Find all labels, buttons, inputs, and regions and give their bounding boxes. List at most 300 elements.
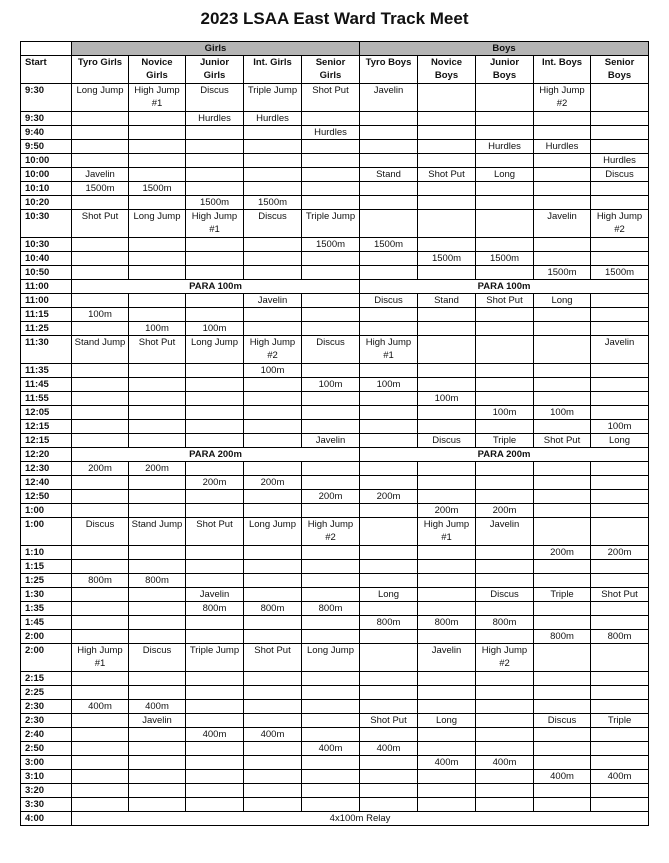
event-cell xyxy=(360,406,418,420)
column-header: Novice Girls xyxy=(129,56,186,84)
event-cell xyxy=(360,560,418,574)
event-cell: 800m xyxy=(591,630,649,644)
start-time: 11:15 xyxy=(21,308,72,322)
event-cell xyxy=(591,728,649,742)
event-cell: Discus xyxy=(244,210,302,238)
event-cell xyxy=(72,294,129,308)
event-cell xyxy=(244,588,302,602)
event-cell xyxy=(244,672,302,686)
event-cell: Long xyxy=(591,434,649,448)
event-cell xyxy=(302,756,360,770)
event-cell: Javelin xyxy=(186,588,244,602)
event-cell: Hurdles xyxy=(302,126,360,140)
event-cell xyxy=(186,238,244,252)
event-cell xyxy=(244,686,302,700)
event-cell xyxy=(591,798,649,812)
start-time: 10:00 xyxy=(21,168,72,182)
event-cell xyxy=(360,308,418,322)
event-cell: 1500m xyxy=(72,182,129,196)
start-time: 1:10 xyxy=(21,546,72,560)
event-cell xyxy=(72,406,129,420)
event-cell xyxy=(302,154,360,168)
schedule-row xyxy=(21,560,649,574)
start-time: 1:00 xyxy=(21,518,72,546)
event-cell: Hurdles xyxy=(476,140,534,154)
event-cell xyxy=(72,112,129,126)
event-cell xyxy=(72,266,129,280)
event-cell xyxy=(302,630,360,644)
start-time: 10:40 xyxy=(21,252,72,266)
event-cell xyxy=(418,154,476,168)
event-cell xyxy=(72,420,129,434)
schedule-row xyxy=(21,784,649,798)
event-cell xyxy=(591,490,649,504)
schedule-row xyxy=(21,126,649,140)
event-cell xyxy=(591,574,649,588)
event-cell xyxy=(72,756,129,770)
event-cell xyxy=(591,112,649,126)
event-cell xyxy=(418,322,476,336)
event-cell: Javelin xyxy=(129,714,186,728)
event-cell: Shot Put xyxy=(302,84,360,112)
event-cell xyxy=(129,616,186,630)
event-cell: 800m xyxy=(244,602,302,616)
start-time: 1:15 xyxy=(21,560,72,574)
event-cell: Long Jump xyxy=(302,644,360,672)
schedule-row xyxy=(21,420,649,434)
event-cell: Discus xyxy=(591,168,649,182)
event-cell xyxy=(476,266,534,280)
event-cell xyxy=(476,308,534,322)
schedule-row xyxy=(21,546,649,560)
column-header: Int. Boys xyxy=(534,56,591,84)
event-cell: High Jump #2 xyxy=(302,518,360,546)
schedule-row xyxy=(21,630,649,644)
schedule-row xyxy=(21,700,649,714)
event-cell: 1500m xyxy=(129,182,186,196)
event-cell xyxy=(476,322,534,336)
schedule-row xyxy=(21,672,649,686)
event-cell xyxy=(129,266,186,280)
event-cell: Long Jump xyxy=(186,336,244,364)
event-cell xyxy=(72,602,129,616)
event-cell xyxy=(476,742,534,756)
schedule-row xyxy=(21,392,649,406)
event-cell xyxy=(534,476,591,490)
event-cell xyxy=(186,770,244,784)
event-cell xyxy=(534,574,591,588)
event-cell: 800m xyxy=(186,602,244,616)
event-cell xyxy=(476,182,534,196)
start-time: 3:10 xyxy=(21,770,72,784)
event-cell xyxy=(360,518,418,546)
event-cell xyxy=(129,742,186,756)
schedule-row xyxy=(21,308,649,322)
schedule-row xyxy=(21,196,649,210)
start-time: 12:50 xyxy=(21,490,72,504)
event-cell xyxy=(360,476,418,490)
event-cell xyxy=(360,784,418,798)
event-cell xyxy=(476,560,534,574)
event-cell xyxy=(129,728,186,742)
event-cell: Long xyxy=(418,714,476,728)
event-cell xyxy=(534,196,591,210)
event-cell xyxy=(591,294,649,308)
event-cell xyxy=(244,238,302,252)
event-cell: Javelin xyxy=(302,434,360,448)
event-cell xyxy=(72,364,129,378)
event-cell xyxy=(244,616,302,630)
column-header: Novice Boys xyxy=(418,56,476,84)
event-cell xyxy=(186,672,244,686)
event-cell xyxy=(129,588,186,602)
event-cell: 400m xyxy=(129,700,186,714)
event-cell xyxy=(476,154,534,168)
schedule-row xyxy=(21,364,649,378)
event-cell xyxy=(476,476,534,490)
event-cell xyxy=(534,364,591,378)
event-cell xyxy=(534,322,591,336)
event-cell xyxy=(72,196,129,210)
event-cell xyxy=(129,420,186,434)
event-cell xyxy=(534,154,591,168)
event-cell xyxy=(534,518,591,546)
event-cell: Shot Put xyxy=(244,644,302,672)
event-cell xyxy=(72,588,129,602)
event-cell xyxy=(72,392,129,406)
event-cell xyxy=(591,322,649,336)
event-cell xyxy=(186,574,244,588)
start-time: 11:00 xyxy=(21,294,72,308)
event-cell xyxy=(129,784,186,798)
event-cell: Javelin xyxy=(244,294,302,308)
column-header: Tyro Boys xyxy=(360,56,418,84)
event-cell xyxy=(418,588,476,602)
event-cell xyxy=(476,602,534,616)
event-cell xyxy=(302,364,360,378)
column-header: Senior Boys xyxy=(591,56,649,84)
event-cell xyxy=(476,700,534,714)
event-cell xyxy=(72,238,129,252)
event-cell xyxy=(476,574,534,588)
event-cell xyxy=(591,742,649,756)
event-cell: Discus xyxy=(360,294,418,308)
event-cell xyxy=(476,490,534,504)
event-cell: Triple Jump xyxy=(186,644,244,672)
start-time: 11:00 xyxy=(21,280,72,294)
event-cell: Hurdles xyxy=(534,140,591,154)
event-cell xyxy=(418,770,476,784)
event-cell: 1500m xyxy=(360,238,418,252)
event-cell xyxy=(72,252,129,266)
event-cell: 200m xyxy=(302,490,360,504)
event-cell xyxy=(360,798,418,812)
event-cell xyxy=(591,462,649,476)
event-cell: 1500m xyxy=(244,196,302,210)
event-cell xyxy=(72,140,129,154)
event-cell xyxy=(129,476,186,490)
event-cell: Triple Jump xyxy=(302,210,360,238)
event-cell xyxy=(418,336,476,364)
event-cell xyxy=(476,336,534,364)
event-cell: 200m xyxy=(360,490,418,504)
event-cell xyxy=(360,252,418,266)
start-time: 1:30 xyxy=(21,588,72,602)
event-cell xyxy=(418,672,476,686)
event-cell xyxy=(360,420,418,434)
event-cell xyxy=(186,168,244,182)
column-header: Start xyxy=(21,56,72,84)
start-time: 1:00 xyxy=(21,504,72,518)
event-cell xyxy=(186,630,244,644)
event-cell: High Jump #2 xyxy=(591,210,649,238)
event-cell: Hurdles xyxy=(591,154,649,168)
event-cell: High Jump #2 xyxy=(244,336,302,364)
schedule-row xyxy=(21,434,649,448)
event-cell: 100m xyxy=(129,322,186,336)
event-cell xyxy=(186,756,244,770)
event-cell xyxy=(418,728,476,742)
event-cell xyxy=(591,672,649,686)
event-cell xyxy=(476,112,534,126)
event-cell xyxy=(72,770,129,784)
event-cell: 200m xyxy=(591,546,649,560)
event-cell xyxy=(244,756,302,770)
event-cell xyxy=(476,770,534,784)
event-cell xyxy=(302,616,360,630)
event-cell xyxy=(186,560,244,574)
event-cell xyxy=(360,728,418,742)
event-cell xyxy=(186,742,244,756)
event-cell xyxy=(418,308,476,322)
event-cell xyxy=(476,364,534,378)
event-cell xyxy=(244,742,302,756)
event-cell xyxy=(72,434,129,448)
event-cell xyxy=(418,700,476,714)
event-cell xyxy=(418,490,476,504)
event-cell xyxy=(72,476,129,490)
event-cell xyxy=(418,378,476,392)
event-cell xyxy=(186,616,244,630)
event-cell xyxy=(360,210,418,238)
event-cell xyxy=(302,266,360,280)
event-cell xyxy=(302,714,360,728)
event-cell: 100m xyxy=(534,406,591,420)
column-header-row xyxy=(21,56,649,84)
event-cell xyxy=(591,616,649,630)
event-cell xyxy=(186,126,244,140)
event-cell xyxy=(591,700,649,714)
event-cell xyxy=(418,210,476,238)
event-cell xyxy=(186,308,244,322)
event-cell xyxy=(244,154,302,168)
schedule-row xyxy=(21,378,649,392)
para-boys-event: PARA 100m xyxy=(360,280,649,294)
event-cell: 400m xyxy=(244,728,302,742)
event-cell: Discus xyxy=(534,714,591,728)
event-cell xyxy=(129,196,186,210)
start-time: 10:20 xyxy=(21,196,72,210)
schedule-row xyxy=(21,476,649,490)
event-cell xyxy=(418,84,476,112)
event-cell: 100m xyxy=(418,392,476,406)
event-cell xyxy=(244,378,302,392)
event-cell xyxy=(476,84,534,112)
event-cell xyxy=(591,784,649,798)
event-cell xyxy=(360,770,418,784)
event-cell xyxy=(129,252,186,266)
para-girls-event: PARA 100m xyxy=(72,280,360,294)
event-cell xyxy=(476,784,534,798)
event-cell: 400m xyxy=(418,756,476,770)
event-cell xyxy=(129,238,186,252)
event-cell: 100m xyxy=(476,406,534,420)
event-cell xyxy=(418,784,476,798)
event-cell xyxy=(534,392,591,406)
event-cell: Shot Put xyxy=(534,434,591,448)
event-cell xyxy=(244,182,302,196)
event-cell xyxy=(302,182,360,196)
event-cell xyxy=(302,168,360,182)
event-cell xyxy=(591,126,649,140)
event-cell xyxy=(72,714,129,728)
event-cell xyxy=(244,504,302,518)
event-cell xyxy=(244,700,302,714)
start-time: 10:30 xyxy=(21,210,72,238)
schedule-row xyxy=(21,504,649,518)
event-cell xyxy=(360,546,418,560)
event-cell xyxy=(360,756,418,770)
event-cell xyxy=(591,84,649,112)
event-cell xyxy=(244,434,302,448)
event-cell xyxy=(360,266,418,280)
schedule-row xyxy=(21,294,649,308)
event-cell xyxy=(418,238,476,252)
event-cell: 800m xyxy=(534,630,591,644)
event-cell xyxy=(186,504,244,518)
event-cell xyxy=(534,728,591,742)
event-cell: 1500m xyxy=(476,252,534,266)
event-cell: 200m xyxy=(186,476,244,490)
start-time: 12:15 xyxy=(21,434,72,448)
start-time: 4:00 xyxy=(21,812,72,826)
event-cell xyxy=(418,476,476,490)
start-time: 1:35 xyxy=(21,602,72,616)
event-cell: Javelin xyxy=(72,168,129,182)
event-cell xyxy=(591,308,649,322)
start-time: 2:00 xyxy=(21,630,72,644)
event-cell xyxy=(186,798,244,812)
schedule-row xyxy=(21,770,649,784)
event-cell xyxy=(360,126,418,140)
event-cell: 400m xyxy=(534,770,591,784)
start-time: 2:30 xyxy=(21,714,72,728)
event-cell: Stand xyxy=(360,168,418,182)
event-cell: 1500m xyxy=(534,266,591,280)
event-cell xyxy=(129,364,186,378)
event-cell xyxy=(476,630,534,644)
event-cell xyxy=(476,392,534,406)
event-cell xyxy=(360,196,418,210)
schedule-row xyxy=(21,742,649,756)
schedule-row xyxy=(21,252,649,266)
event-cell xyxy=(129,686,186,700)
event-cell xyxy=(72,504,129,518)
event-cell xyxy=(302,700,360,714)
event-cell xyxy=(534,700,591,714)
event-cell: Shot Put xyxy=(360,714,418,728)
schedule-row xyxy=(21,238,649,252)
event-cell xyxy=(129,560,186,574)
event-cell xyxy=(534,308,591,322)
schedule-row xyxy=(21,518,649,546)
start-time: 10:00 xyxy=(21,154,72,168)
start-time: 2:40 xyxy=(21,728,72,742)
event-cell: Shot Put xyxy=(129,336,186,364)
event-cell xyxy=(360,182,418,196)
event-cell xyxy=(72,742,129,756)
event-cell xyxy=(591,196,649,210)
event-cell: Shot Put xyxy=(186,518,244,546)
schedule-row xyxy=(21,154,649,168)
event-cell xyxy=(186,154,244,168)
event-cell: Stand Jump xyxy=(129,518,186,546)
event-cell xyxy=(72,616,129,630)
start-time: 2:30 xyxy=(21,700,72,714)
event-cell xyxy=(186,462,244,476)
event-cell: Discus xyxy=(418,434,476,448)
event-cell xyxy=(591,560,649,574)
event-cell xyxy=(186,364,244,378)
group-header-row xyxy=(21,42,649,56)
start-time: 10:10 xyxy=(21,182,72,196)
event-cell: 400m xyxy=(186,728,244,742)
event-cell: 200m xyxy=(244,476,302,490)
event-cell: Shot Put xyxy=(476,294,534,308)
event-cell: Long xyxy=(534,294,591,308)
event-cell xyxy=(418,574,476,588)
event-cell xyxy=(72,154,129,168)
group-header-girls: Girls xyxy=(72,42,360,56)
schedule-row xyxy=(21,756,649,770)
event-cell xyxy=(244,798,302,812)
event-cell xyxy=(72,784,129,798)
event-cell: Hurdles xyxy=(244,112,302,126)
event-cell: 800m xyxy=(72,574,129,588)
event-cell xyxy=(302,574,360,588)
event-cell: Javelin xyxy=(534,210,591,238)
relay-row xyxy=(21,812,649,826)
event-cell xyxy=(360,112,418,126)
event-cell: Javelin xyxy=(418,644,476,672)
event-cell xyxy=(302,546,360,560)
event-cell xyxy=(476,420,534,434)
event-cell xyxy=(418,798,476,812)
event-cell: 1500m xyxy=(418,252,476,266)
event-cell: Javelin xyxy=(476,518,534,546)
event-cell: Long Jump xyxy=(72,84,129,112)
event-cell: 1500m xyxy=(302,238,360,252)
event-cell xyxy=(591,140,649,154)
event-cell xyxy=(360,700,418,714)
event-cell xyxy=(129,294,186,308)
event-cell xyxy=(186,434,244,448)
event-cell: High Jump #1 xyxy=(418,518,476,546)
start-time: 12:40 xyxy=(21,476,72,490)
event-cell: Triple xyxy=(534,588,591,602)
event-cell xyxy=(186,182,244,196)
event-cell xyxy=(302,588,360,602)
